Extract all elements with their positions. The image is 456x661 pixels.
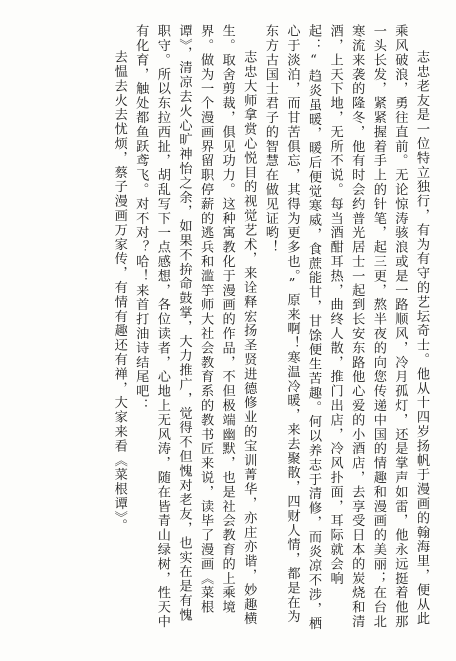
poem-line: 去愠去火去忧烦，蔡子漫画万家传，有情有趣还有禅，大家来看《菜根谭》。 bbox=[111, 50, 127, 534]
vertical-text-column bbox=[22, 24, 432, 636]
paragraph-1: 志忠老友是一位特立独行，有为有守的艺坛奇士。他从十四岁扬帆于漫画的翰海里，便从此乘风破浪，勇往直前。无论惊涛骇浪或是一路顺风，冷月孤灯，还是掌声如雷，他永远挺着他那一头长发，紧紧握着手上的针笔，起三更，熬半夜的向您传递中国的情趣和漫画的美丽；在台北寒流来袭的隆冬，他有时会约普光居士一起到长安东路他心爱的小酒店，去享受日本的炭烧和清酒，上天下地，无所不说。每当酒酣耳热，曲终人散，推门出店，冷风扑面，耳际就会响起：“趋炎虽暖，暖后便觉寒威，食蔗能甘，甘馀便生苦趣。何以养志于清修，而炎凉不涉，栖心于淡泊，而甘苦俱忘，其得为更多也。”原来啊！寒温冷暖，来去聚散，四财人情，都是在为东方古国士君子的智慧在做见证哟！ bbox=[262, 24, 429, 631]
paragraph-2: 志忠大师拿赏心悦目的视觉艺术，来诠释宏扬圣贤进德修业的宝训菁华，亦庄亦谐，妙趣横生。取舍剪裁，俱见功力。这种寓教化于漫画的作品，不但极端幽默，也是社会教育的上乘境界。做为一个漫画界留职停薪的逃兵和滥竽师大社会教育系的教书匠来说，读毕了漫画《菜根谭》，清凉去火心旷神怡之余，如果不拚命鼓掌，大力推广，觉得不但愧对老友，也实在是有愧职守。所以东拉西扯，胡乱写下一点感想，各位读者，心地上无风涛，随在皆青山绿树，性天中有化育，触处都鱼跃鸢飞。对不对？哈！来首打油诗结尾吧： bbox=[133, 24, 257, 629]
